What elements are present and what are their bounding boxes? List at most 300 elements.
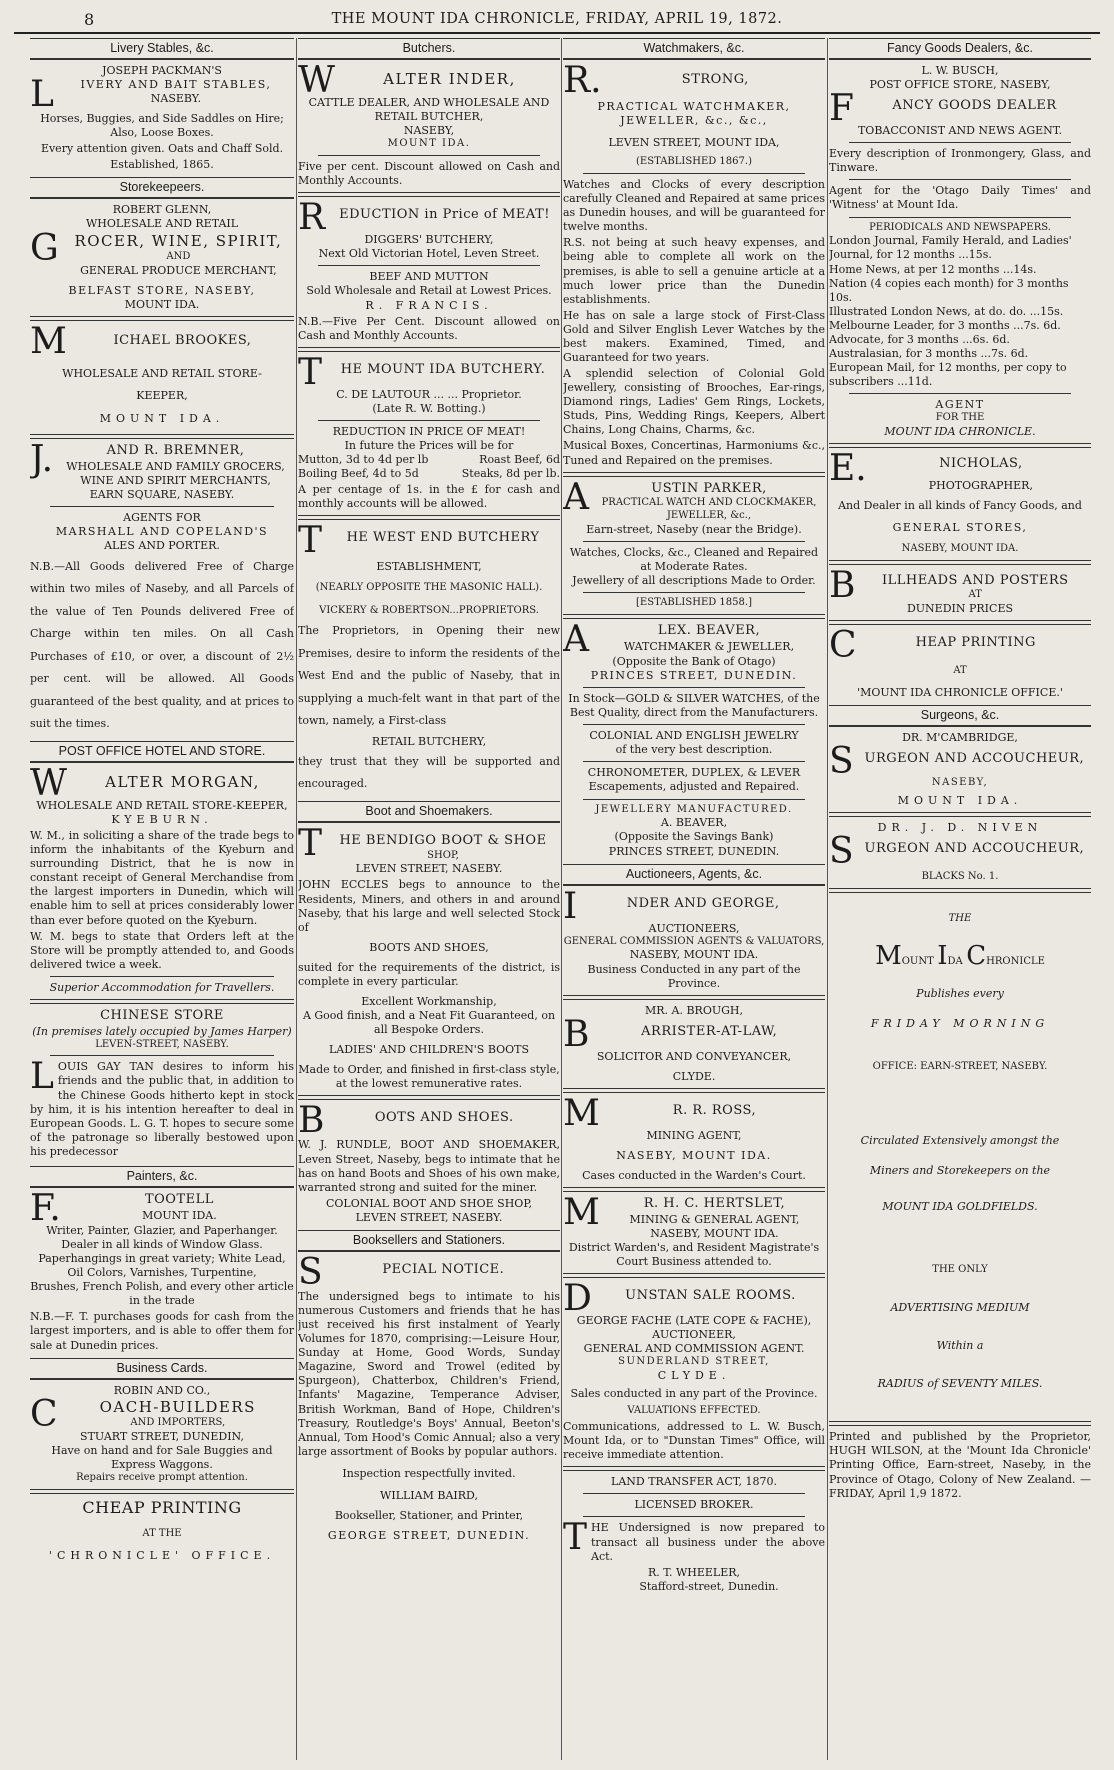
chronicle-title bbox=[829, 940, 1091, 973]
divider bbox=[849, 179, 1071, 180]
divider bbox=[563, 472, 825, 477]
ad-body: HE Undersigned is now prepared to transact all business under the above Act. bbox=[591, 1521, 825, 1563]
ad-line: RETAIL BUTCHERY, bbox=[371, 734, 487, 748]
ad-heading: URGEON AND ACCOUCHEUR, bbox=[864, 751, 1085, 767]
ad-body: Watches and Clocks of every description carefully Cleaned and Repaired at same prices as Dunedin houses, and will be guaranteed for twelve months. bbox=[563, 178, 825, 234]
ad-line: BEEF AND MUTTON bbox=[369, 270, 489, 284]
divider bbox=[583, 724, 805, 725]
ad-line: R. T. WHEELER, bbox=[647, 1565, 741, 1579]
ad-line: LEVEN-STREET, NASEBY. bbox=[95, 1038, 229, 1050]
ad-established: Established, 1865. bbox=[110, 158, 214, 172]
ad-glenn bbox=[30, 203, 294, 311]
ad-name: DR. M'CAMBRIDGE, bbox=[902, 731, 1018, 745]
ad-parker bbox=[563, 476, 825, 610]
ad-line: C. DE LAUTOUR ... ... Proprietor. bbox=[336, 387, 522, 401]
ad-heading: STRONG, bbox=[681, 72, 749, 87]
column-3 bbox=[563, 38, 825, 1760]
ad-line: AGENTS FOR bbox=[123, 511, 201, 525]
drop-cap: C bbox=[30, 1393, 58, 1435]
ad-line: CHRONOMETER, DUPLEX, & LEVER bbox=[587, 766, 801, 780]
ad-line: PRACTICAL WATCH AND CLOCKMAKER, JEWELLER, &c., bbox=[601, 497, 817, 522]
ad-line: WHOLESALE AND RETAIL bbox=[85, 217, 239, 231]
ad-body: Business Conducted in any part of the Province. bbox=[587, 962, 801, 990]
divider bbox=[563, 995, 825, 1000]
price-row bbox=[298, 453, 560, 467]
drop-cap: D bbox=[563, 1278, 592, 1320]
divider bbox=[318, 420, 540, 421]
ad-heading: ROCER, WINE, SPIRIT, bbox=[74, 231, 283, 250]
ad-line: GEORGE FACHE (LATE COPE & FACHE), bbox=[576, 1314, 812, 1328]
ad-line: NASEBY, MOUNT IDA. bbox=[901, 543, 1019, 555]
ad-billheads bbox=[829, 564, 1091, 617]
divider bbox=[829, 443, 1091, 448]
ad-line: GENERAL AND COMMISSION AGENT. bbox=[583, 1342, 805, 1356]
price-item: Boiling Beef, 4d to 5d bbox=[298, 467, 419, 481]
drop-cap: M bbox=[563, 1192, 600, 1234]
ad-line: FRIDAY MORNING bbox=[870, 1017, 1050, 1031]
ad-line: GENERAL PRODUCE MERCHANT, bbox=[80, 263, 277, 277]
drop-cap: W bbox=[30, 762, 68, 804]
ad-line: 'MOUNT IDA CHRONICLE OFFICE.' bbox=[857, 686, 1063, 700]
drop-cap: T bbox=[563, 1517, 588, 1559]
ad-body: Five per cent. Discount allowed on Cash and Monthly Accounts. bbox=[298, 160, 560, 188]
ad-line: AGENT bbox=[935, 398, 985, 412]
ad-robin bbox=[30, 1384, 294, 1485]
ad-line: Repairs receive prompt attention. bbox=[76, 1471, 248, 1483]
ad-line: LEVEN STREET, NASEBY. bbox=[355, 1210, 503, 1224]
ad-body: R.S. not being at such heavy expenses, and being able to complete all work on the premises, is able to sell a genuine article at a much lower price than the Dunedin establishments. bbox=[563, 236, 825, 306]
ad-heading: HE MOUNT IDA BUTCHERY. bbox=[340, 361, 546, 377]
ad-line: WHOLESALE AND RETAIL STORE- bbox=[62, 366, 262, 380]
drop-cap: E. bbox=[829, 448, 867, 490]
ad-line: CATTLE DEALER, AND WHOLESALE AND RETAIL BUTCHER, bbox=[308, 96, 550, 124]
ad-line: LEVEN STREET, MOUNT IDA, bbox=[608, 136, 780, 150]
ad-line: CLYDE. bbox=[657, 1369, 731, 1383]
ad-reduction bbox=[298, 197, 560, 343]
page-number: 8 bbox=[84, 10, 95, 29]
ad-name: L. W. BUSCH, bbox=[921, 64, 999, 77]
section-business-cards: Business Cards. bbox=[30, 1358, 294, 1380]
ad-line: DUNEDIN PRICES bbox=[906, 602, 1014, 616]
ad-body: N.B.—F. T. purchases goods for cash from the largest importers, and is able to offer them for sale at Dunedin prices. bbox=[30, 1310, 294, 1352]
ad-body: suited for the requirements of the district, is complete in every particular. bbox=[298, 960, 560, 988]
ad-line: NASEBY, bbox=[931, 777, 989, 789]
ad-line: GENERAL STORES, bbox=[892, 520, 1028, 534]
ad-body: W. J. RUNDLE, BOOT AND SHOEMAKER, Leven Street, Naseby, begs to intimate that he has on hand Boots and Shoes of his own make, warranted strong and suited for the miner. bbox=[298, 1138, 560, 1194]
ad-line: GENERAL COMMISSION AGENTS & VALUATORS, bbox=[563, 935, 825, 947]
ad-line: (Late R. W. Botting.) bbox=[372, 401, 486, 415]
section-surgeons: Surgeons, &c. bbox=[829, 705, 1091, 727]
ad-brookes bbox=[30, 320, 294, 431]
ad-line: MOUNT IDA. bbox=[99, 411, 225, 425]
ad-line: Within a bbox=[936, 1339, 984, 1353]
drop-cap: L bbox=[30, 74, 54, 116]
ad-heading: ARRISTER-AT-LAW, bbox=[641, 1023, 778, 1039]
section-hotel: POST OFFICE HOTEL AND STORE. bbox=[30, 741, 294, 763]
ad-heading: LEX. BEAVER, bbox=[657, 622, 761, 638]
ad-heading: R. H. C. HERTSLET, bbox=[643, 1196, 786, 1212]
divider bbox=[30, 434, 294, 439]
divider bbox=[583, 1516, 805, 1517]
price-row bbox=[298, 467, 560, 481]
ad-line: Superior Accommodation for Travellers. bbox=[49, 980, 275, 994]
divider bbox=[583, 541, 805, 542]
ad-line: (Opposite the Bank of Otago) bbox=[612, 654, 776, 668]
drop-cap: B bbox=[563, 1013, 590, 1055]
ad-body: N.B.—Five Per Cent. Discount allowed on Cash and Monthly Accounts. bbox=[298, 314, 560, 342]
ad-brough bbox=[563, 1004, 825, 1084]
ad-line: Escapements, adjusted and Repaired. bbox=[588, 780, 800, 794]
ad-heading: ALTER MORGAN, bbox=[105, 772, 260, 791]
ad-cheap-printing-office bbox=[829, 625, 1091, 700]
divider bbox=[30, 999, 294, 1004]
column-4 bbox=[829, 38, 1091, 1760]
ad-line: Paperhangings in great variety; White Lead, Oil Colors, Varnishes, Turpentine, bbox=[38, 1252, 286, 1280]
ad-line: OFFICE: EARN-STREET, NASEBY. bbox=[872, 1061, 1048, 1073]
ad-line: Publishes every bbox=[916, 987, 1004, 1001]
divider bbox=[298, 1095, 560, 1100]
ad-heading: URGEON AND ACCOUCHEUR, bbox=[864, 841, 1085, 857]
ad-morgan bbox=[30, 762, 294, 995]
price-list-item: European Mail, for 12 months, per copy to subscribers ...11d. bbox=[829, 361, 1067, 389]
ad-line: STUART STREET, DUNEDIN, bbox=[80, 1429, 244, 1443]
ad-line: Sold Wholesale and Retail at Lowest Prices. bbox=[306, 284, 552, 298]
price-list-item: Australasian, for 3 months ...7s. 6d. bbox=[829, 346, 1029, 360]
ad-cheap-printing bbox=[30, 1498, 294, 1563]
column-rule bbox=[296, 38, 297, 1760]
divider bbox=[583, 799, 805, 800]
ad-body: District Warden's, and Resident Magistrate's Court Business attended to. bbox=[568, 1240, 820, 1269]
ad-line: Excellent Workmanship, bbox=[361, 994, 497, 1008]
ad-inder bbox=[298, 60, 560, 188]
ad-line: REDUCTION IN PRICE OF MEAT! bbox=[332, 424, 526, 438]
ad-body: The undersigned begs to intimate to his numerous Customers and friends that he has just received his first instalment of Yearly Volumes for 1870, comprising:—Leisure Hour, Sunday at Home, Good Words, Sunday Magazine, Sword and Trowel (edited by Spurgeon), Chatterbox, Children's Friend, Infants' Magazine, Temperance Adviser, British Workman, Band of Hope, Children's Treasury, Routledge's Boys' Annual, Beeton's Annual, Tom Hood's Comic Annual; also a very large assortment of Books by popular authors. bbox=[298, 1289, 560, 1458]
divider bbox=[583, 1493, 805, 1494]
ad-line: NASEBY, MOUNT IDA. bbox=[629, 948, 759, 962]
ad-line: Cases conducted in the Warden's Court. bbox=[582, 1169, 806, 1183]
divider bbox=[829, 888, 1091, 893]
price-list-item: Melbourne Leader, for 3 months ...7s. 6d. bbox=[829, 318, 1061, 332]
column-1 bbox=[30, 38, 294, 1760]
title-cap: M bbox=[875, 940, 902, 971]
section-boots: Boot and Shoemakers. bbox=[298, 801, 560, 823]
section-booksellers: Booksellers and Stationers. bbox=[298, 1230, 560, 1252]
ad-heading: HEAP PRINTING bbox=[915, 635, 1036, 651]
ad-body: Watches, Clocks, &c., Cleaned and Repaired at Moderate Rates. bbox=[569, 545, 819, 573]
drop-cap: F bbox=[829, 88, 854, 130]
ad-line: MOUNT IDA. bbox=[387, 138, 471, 150]
drop-cap: M bbox=[30, 320, 67, 362]
section-auctioneers: Auctioneers, Agents, &c. bbox=[563, 864, 825, 886]
price-item: Steaks, 8d per lb. bbox=[461, 467, 560, 481]
ad-line: PRACTICAL WATCHMAKER, JEWELLER, &c., &c., bbox=[597, 100, 791, 128]
ad-body: Horses, Buggies, and Side Saddles on Hire; Also, Loose Boxes. bbox=[40, 112, 284, 140]
divider bbox=[829, 560, 1091, 565]
divider bbox=[50, 506, 274, 507]
drop-cap: T bbox=[298, 520, 323, 562]
ad-line: And Dealer in all kinds of Fancy Goods, and bbox=[838, 498, 1082, 512]
title-cap: C bbox=[966, 940, 987, 971]
ad-line: Have on hand and for Sale Buggies and Express Waggons. bbox=[51, 1443, 273, 1471]
ad-line: PRINCES STREET, DUNEDIN. bbox=[608, 844, 780, 858]
ad-line: WHOLESALE AND RETAIL STORE-KEEPER, bbox=[36, 798, 288, 812]
ad-line: AND IMPORTERS, bbox=[130, 1416, 226, 1428]
ad-name: ROBIN AND CO., bbox=[113, 1383, 211, 1397]
ad-body: In Stock—GOLD & SILVER WATCHES, of the Best Quality, direct from the Manufacturers. bbox=[568, 692, 820, 720]
divider bbox=[318, 265, 540, 266]
ad-body: W. M., in soliciting a share of the trade begs to inform the inhabitants of the Kyeburn and surrounding District, that he is now in constant receipt of General Merchandise from the largest importers in Dunedin, which will enable him to sell at prices considerably lower than ever before quoted on the Kyeburn. bbox=[30, 829, 294, 927]
ad-line: R. FRANCIS. bbox=[365, 298, 493, 312]
ad-heading: R. R. ROSS, bbox=[672, 1102, 757, 1118]
ad-line: SOLICITOR AND CONVEYANCER, bbox=[596, 1049, 792, 1063]
ad-line: POST OFFICE STORE, NASEBY, bbox=[869, 78, 1051, 92]
ad-heading: IVERY AND BAIT STABLES, bbox=[80, 78, 272, 92]
ad-hertslet bbox=[563, 1192, 825, 1269]
ad-niven bbox=[829, 821, 1091, 884]
ad-name: JOSEPH PACKMAN'S bbox=[102, 64, 222, 77]
ad-heading: EDUCTION in Price of MEAT! bbox=[339, 207, 550, 223]
divider bbox=[583, 761, 805, 762]
ad-heading: NDER AND GEORGE, bbox=[626, 895, 780, 911]
ad-line: Miners and Storekeepers on the bbox=[869, 1164, 1051, 1178]
ad-line: Circulated Extensively amongst the bbox=[860, 1134, 1060, 1148]
drop-cap: A bbox=[563, 476, 589, 518]
drop-cap: J. bbox=[30, 439, 54, 481]
divider bbox=[583, 592, 805, 593]
ad-line: LICENSED BROKER. bbox=[634, 1498, 754, 1512]
masthead: THE MOUNT IDA CHRONICLE, FRIDAY, APRIL 19, 1872. bbox=[331, 11, 783, 27]
ad-heading: OACH-BUILDERS bbox=[99, 1397, 256, 1416]
drop-cap: S bbox=[829, 741, 854, 783]
ad-chronicle bbox=[829, 913, 1091, 1391]
ad-body: Every description of Ironmongery, Glass, and Tinware. bbox=[829, 147, 1091, 175]
ad-line: Dealer in all kinds of Window Glass. bbox=[61, 1238, 263, 1252]
drop-cap: A bbox=[563, 618, 589, 660]
divider bbox=[849, 142, 1071, 143]
column-2 bbox=[298, 38, 560, 1760]
ad-line: AT bbox=[953, 665, 967, 677]
ad-heading: CHINESE STORE bbox=[100, 1007, 224, 1023]
ad-body: Musical Boxes, Concertinas, Harmoniums &c., Tuned and Repaired on the premises. bbox=[563, 439, 825, 467]
ad-body: JOHN ECCLES begs to announce to the Residents, Miners, and others in and around Naseby, that his large and well selected Stock of bbox=[298, 878, 560, 934]
ad-boots-and-shoes bbox=[298, 1100, 560, 1224]
drop-cap: L bbox=[30, 1056, 54, 1098]
ad-line: TOBACCONIST AND NEWS AGENT. bbox=[857, 124, 1063, 138]
ad-line: PHOTOGRAPHER, bbox=[928, 478, 1033, 492]
ad-line: PERIODICALS AND NEWSPAPERS. bbox=[869, 221, 1051, 233]
price-item: Mutton, 3d to 4d per lb bbox=[298, 453, 429, 467]
ad-line: A. BEAVER, bbox=[660, 816, 728, 830]
ad-line: NASEBY, MOUNT IDA. bbox=[650, 1226, 779, 1240]
title-part: OUNT bbox=[901, 955, 934, 967]
ad-body: A splendid selection of Colonial Gold Jewellery, consisting of Brooches, Ear-rings, Diamond rings, Ladies' Gem Rings, Lockets, Studs, Pins, Wedding Rings, Keepers, Albert Chains, Long Chains, Charms, &c. bbox=[563, 367, 825, 437]
ad-line: MOUNT IDA GOLDFIELDS. bbox=[882, 1200, 1038, 1214]
ad-place: NASEBY. bbox=[150, 92, 202, 106]
price-item: Roast Beef, 6d bbox=[479, 453, 560, 467]
drop-cap: F. bbox=[30, 1187, 61, 1229]
ad-line: Next Old Victorian Hotel, Leven Street. bbox=[318, 247, 540, 261]
divider bbox=[30, 316, 294, 321]
ad-dunstan bbox=[563, 1278, 825, 1462]
ad-line: 'CHRONICLE' OFFICE. bbox=[48, 1549, 276, 1563]
ad-line: WHOLESALE AND FAMILY GROCERS, WINE AND SPIRIT MERCHANTS, bbox=[66, 460, 285, 488]
price-list-item: Illustrated London News, at do. do. ...15s. bbox=[829, 304, 1064, 318]
ad-line: ESTABLISHMENT, bbox=[376, 560, 482, 574]
ad-line: AND bbox=[166, 250, 191, 262]
ad-bremner bbox=[30, 439, 294, 735]
ad-line: MINING & GENERAL AGENT, bbox=[629, 1212, 800, 1226]
ad-bendigo bbox=[298, 822, 560, 1092]
ad-packman bbox=[30, 64, 294, 172]
ad-line: CLYDE. bbox=[672, 1069, 716, 1083]
ad-line: AT bbox=[968, 589, 982, 601]
drop-cap: T bbox=[298, 822, 323, 864]
divider bbox=[829, 812, 1091, 817]
ad-line: BELFAST STORE, NASEBY, bbox=[68, 283, 256, 297]
divider bbox=[30, 1489, 294, 1494]
ad-line: AUCTIONEER, bbox=[652, 1328, 736, 1342]
ad-line: FOR THE bbox=[935, 412, 985, 424]
ad-chinese-store bbox=[30, 1008, 294, 1161]
ad-heading: ALTER INDER, bbox=[383, 70, 516, 88]
drop-cap: W bbox=[298, 60, 336, 101]
ad-heading: NICHOLAS, bbox=[939, 456, 1023, 472]
ad-heading: PECIAL NOTICE. bbox=[382, 1261, 505, 1277]
ad-line: ADVERTISING MEDIUM bbox=[890, 1301, 1030, 1315]
title-part: HRONICLE bbox=[986, 955, 1045, 967]
ad-line: MOUNT IDA CHRONICLE. bbox=[884, 425, 1036, 439]
divider bbox=[563, 1088, 825, 1093]
ad-line: SHOP, bbox=[427, 849, 459, 861]
drop-cap: G bbox=[30, 227, 59, 269]
ad-line: Brushes, French Polish, and every other article in the trade bbox=[30, 1280, 294, 1308]
price-list-item: Advocate, for 3 months ...6s. 6d. bbox=[829, 332, 1010, 346]
ad-body: A per centage of 1s. in the £ for cash and monthly accounts will be allowed. bbox=[298, 483, 560, 511]
ad-line: WILLIAM BAIRD, bbox=[380, 1488, 478, 1502]
ad-body: He has on sale a large stock of First-Class Gold and Silver English Lever Watches by the best makers. Examined, Timed, and Guaranteed for two years. bbox=[563, 308, 825, 364]
ad-line: BOOTS AND SHOES, bbox=[369, 940, 489, 954]
ad-line: (NEARLY OPPOSITE THE MASONIC HALL). bbox=[315, 582, 543, 594]
ad-line: ALES AND PORTER. bbox=[104, 539, 220, 553]
section-butchers: Butchers. bbox=[298, 38, 560, 60]
ad-line: THE bbox=[948, 913, 972, 925]
divider bbox=[563, 614, 825, 619]
ad-line: VALUATIONS EFFECTED. bbox=[627, 1405, 761, 1417]
ad-line: PRINCES STREET, DUNEDIN. bbox=[590, 669, 798, 682]
ad-line: VICKERY & ROBERTSON...PROPRIETORS. bbox=[319, 605, 539, 617]
section-fancy-goods: Fancy Goods Dealers, &c. bbox=[829, 38, 1091, 60]
ad-line: AUCTIONEERS, bbox=[648, 921, 740, 935]
drop-cap: T bbox=[298, 351, 323, 393]
ad-line: In future the Prices will be for bbox=[344, 438, 514, 452]
ad-body: they trust that they will be supported and encouraged. bbox=[298, 754, 560, 791]
ad-line: Inspection respectfully invited. bbox=[342, 1466, 516, 1480]
ad-line: NASEBY, MOUNT IDA. bbox=[616, 1149, 772, 1162]
ad-west-end-butchery bbox=[298, 520, 560, 796]
ad-heading: CHEAP PRINTING bbox=[82, 1497, 242, 1517]
ad-line: (ESTABLISHED 1867.) bbox=[636, 156, 752, 168]
column-rule bbox=[561, 38, 562, 1760]
ad-heading: UNSTAN SALE ROOMS. bbox=[625, 1288, 796, 1304]
column-rule bbox=[827, 38, 828, 1760]
page-header bbox=[14, 8, 1100, 34]
ad-line: Earn-street, Naseby (near the Bridge). bbox=[586, 522, 802, 536]
drop-cap: B bbox=[298, 1100, 325, 1142]
ad-name: ROBERT GLENN, bbox=[112, 203, 212, 217]
ad-line: (In premises lately occupied by James Harper) bbox=[32, 1024, 292, 1038]
section-watchmakers: Watchmakers, &c. bbox=[563, 38, 825, 60]
ad-line: [ESTABLISHED 1858.] bbox=[636, 597, 752, 609]
price-list-item: Nation (4 copies each month) for 3 months 10s. bbox=[829, 276, 1069, 304]
price-list-item: London Journal, Family Herald, and Ladies' Journal, for 12 months ...15s. bbox=[829, 234, 1072, 262]
imprint: Printed and published by the Proprietor, HUGH WILSON, at the 'Mount Ida Chronicle' Printing Office, Earn-street, Naseby, in the Province of Otago, Colony of New Zealand. —FRIDAY, April 1,9 1872. bbox=[829, 1430, 1091, 1500]
ad-line: Bookseller, Stationer, and Printer, bbox=[334, 1509, 524, 1523]
ad-mount-ida-butchery bbox=[298, 351, 560, 512]
ad-name: MR. A. BROUGH, bbox=[644, 1003, 743, 1017]
divider bbox=[50, 976, 274, 977]
ad-line: LADIES' AND CHILDREN'S BOOTS bbox=[328, 1043, 530, 1057]
divider bbox=[829, 620, 1091, 625]
ad-line: LAND TRANSFER ACT, 1870. bbox=[611, 1475, 777, 1489]
divider bbox=[829, 1421, 1091, 1426]
title-cap: I bbox=[937, 940, 948, 971]
ad-line: DIGGERS' BUTCHERY, bbox=[364, 233, 494, 247]
ad-line: MOUNT IDA. bbox=[124, 297, 200, 311]
ad-tootell bbox=[30, 1187, 294, 1353]
ad-beaver bbox=[563, 618, 825, 859]
ad-line: COLONIAL AND ENGLISH JEWELRY bbox=[589, 729, 799, 743]
ad-name: DR. J. D. NIVEN bbox=[877, 821, 1043, 835]
divider bbox=[563, 1187, 825, 1192]
ad-body: The Proprietors, in Opening their new Premises, desire to inform the residents of the West End and the public of Naseby, that in supplying a much-felt want in that part of the town, namely, a First-class bbox=[298, 624, 560, 728]
drop-cap: R bbox=[298, 197, 326, 239]
ad-line: A Good finish, and a Neat Fit Guaranteed, on all Bespoke Orders. bbox=[302, 1009, 556, 1037]
divider bbox=[849, 393, 1071, 394]
divider bbox=[849, 217, 1071, 218]
divider bbox=[318, 155, 540, 156]
ad-land-transfer bbox=[563, 1475, 825, 1594]
ad-line: MINING AGENT, bbox=[646, 1128, 742, 1142]
ad-line: EARN SQUARE, NASEBY. bbox=[89, 488, 235, 502]
ad-line: Writer, Painter, Glazier, and Paperhanger. bbox=[46, 1223, 278, 1237]
ad-ross bbox=[563, 1092, 825, 1183]
ad-line: RADIUS of SEVENTY MILES. bbox=[877, 1377, 1043, 1391]
ad-heading: ICHAEL BROOKES, bbox=[113, 332, 252, 348]
divider bbox=[583, 173, 805, 174]
ad-line: Made to Order, and finished in first-class style, at the lowest remunerative rates. bbox=[298, 1063, 560, 1091]
ad-line: MOUNT IDA. bbox=[142, 1208, 217, 1222]
ad-line: Stafford-street, Dunedin. bbox=[639, 1579, 779, 1593]
ad-line: LEVEN STREET, NASEBY. bbox=[355, 862, 503, 876]
drop-cap: S bbox=[298, 1251, 323, 1293]
ad-heading: USTIN PARKER, bbox=[651, 480, 767, 496]
ad-heading: ILLHEADS AND POSTERS bbox=[881, 572, 1069, 588]
ad-body: Sales conducted in any part of the Province. bbox=[570, 1387, 818, 1401]
section-livery: Livery Stables, &c. bbox=[30, 38, 294, 60]
divider bbox=[298, 347, 560, 352]
drop-cap: B bbox=[829, 564, 856, 606]
ad-line: AT THE bbox=[142, 1528, 182, 1540]
section-painters: Painters, &c. bbox=[30, 1166, 294, 1188]
divider bbox=[298, 515, 560, 520]
ad-line: THE ONLY bbox=[932, 1264, 988, 1276]
drop-cap: S bbox=[829, 831, 854, 873]
ad-heading: TOOTELL bbox=[144, 1191, 214, 1207]
ad-line: SUNDERLAND STREET, bbox=[618, 1356, 770, 1368]
ad-body: Jewellery of all descriptions Made to Order. bbox=[572, 574, 816, 588]
ad-inder-george bbox=[563, 885, 825, 991]
ad-special-notice bbox=[298, 1251, 560, 1543]
